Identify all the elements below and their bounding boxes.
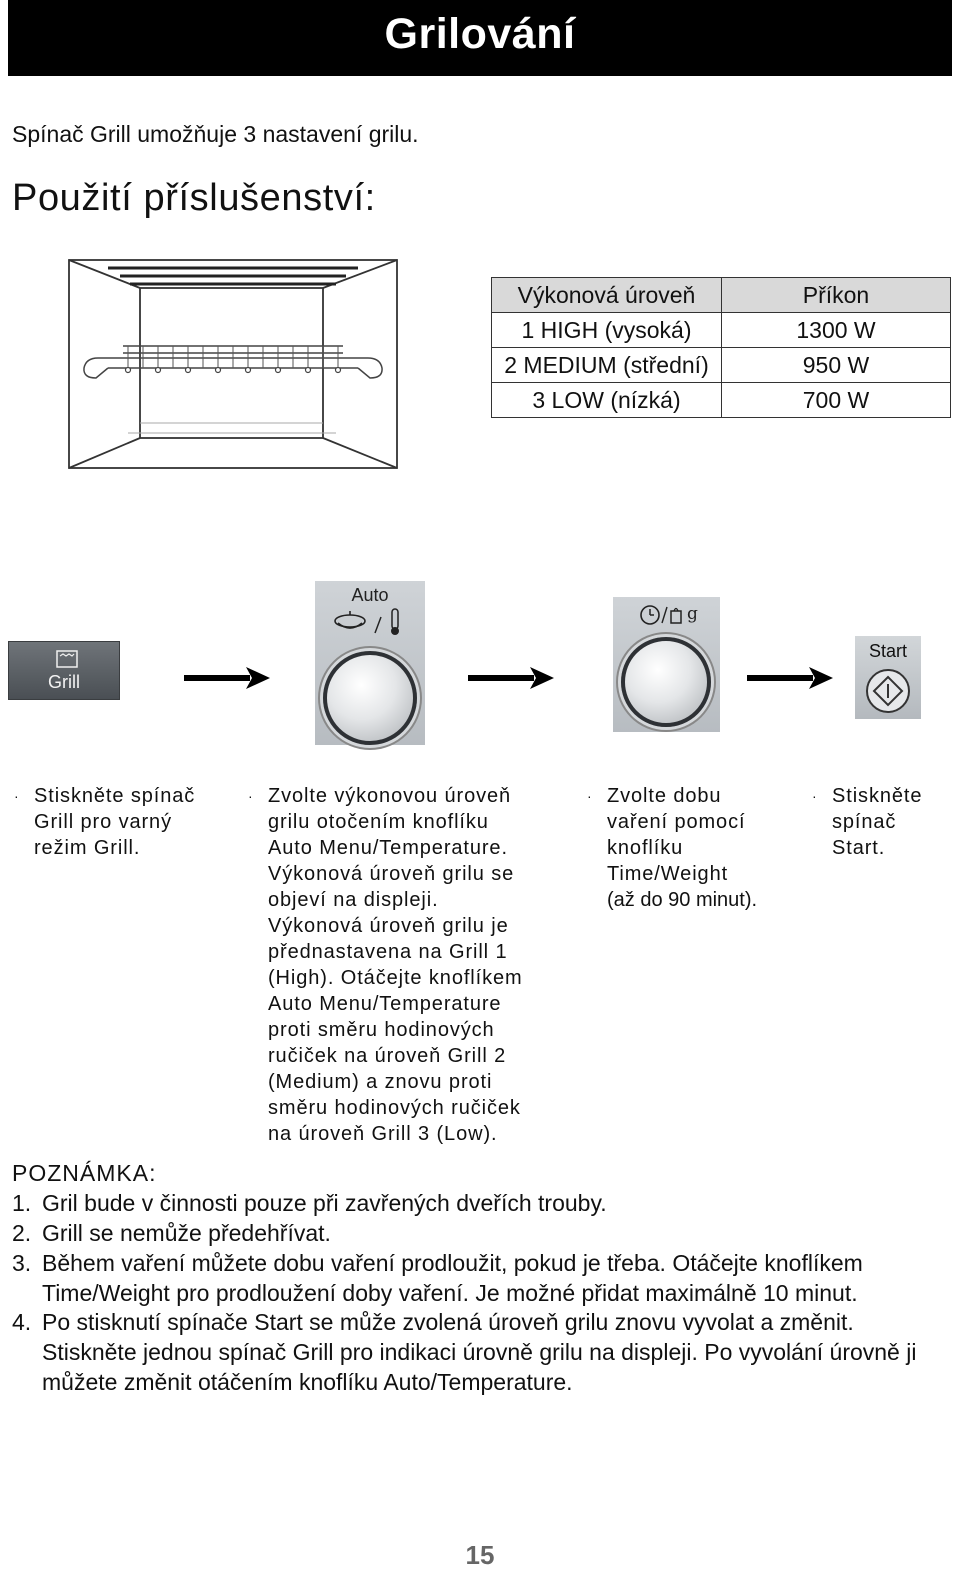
step-line: ručiček na úroveň Grill 2 <box>268 1045 507 1067</box>
step-line: Grill pro varný <box>34 811 172 833</box>
bullet: · <box>812 788 818 804</box>
auto-label: Auto <box>351 585 389 605</box>
step-line: (až do 90 minut). <box>607 889 758 911</box>
table-cell: 3 LOW (nízká) <box>492 383 722 418</box>
bullet: · <box>248 788 254 804</box>
weight-unit-label: g <box>687 604 698 624</box>
step-line: Stiskněte <box>832 785 923 807</box>
section-title: Použití příslušenství: <box>12 177 376 219</box>
step-line: knoflíku <box>607 837 684 859</box>
step-line: (Medium) a znovu proti <box>268 1071 493 1093</box>
note-heading: POZNÁMKA: <box>12 1160 157 1186</box>
note-text: Gril bude v činnosti pouze při zavřených dveřích trouby. <box>42 1190 607 1216</box>
step-line: Stiskněte spínač <box>34 785 196 807</box>
bullet: · <box>14 788 20 804</box>
step-line: spínač <box>832 811 897 833</box>
start-button[interactable] <box>855 636 921 719</box>
step-line: Start. <box>832 837 886 859</box>
oven-icon <box>56 650 78 668</box>
table-row <box>492 348 951 383</box>
step-line: (High). Otáčejte knoflíkem <box>268 967 523 989</box>
note-number: 2. <box>12 1220 32 1246</box>
step-line: Zvolte výkonovou úroveň <box>268 785 512 807</box>
arrow-right-icon <box>747 666 835 690</box>
step-2-text <box>248 783 568 1147</box>
header-bar <box>8 0 952 76</box>
step-line: přednastavena na Grill 1 <box>268 941 508 963</box>
arrow-right-icon <box>468 666 556 690</box>
table-header-cell: Příkon <box>722 278 951 313</box>
step-line: Auto Menu/Temperature <box>268 993 502 1015</box>
start-icon <box>865 668 911 714</box>
auto-temperature-panel <box>315 581 425 745</box>
step-1-text <box>14 783 234 861</box>
dish-thermometer-icon <box>333 607 409 637</box>
time-weight-panel <box>613 597 720 732</box>
note-text: Během vaření můžete dobu vaření prodloužit, pokud je třeba. Otáčejte knoflíkem Time/Weight pro prodloužení doby vaření. Je možné přidat maximálně 10 minut. <box>42 1250 863 1306</box>
step-line: proti směru hodinových <box>268 1019 495 1041</box>
grill-button[interactable] <box>8 641 120 700</box>
table-row <box>492 313 951 348</box>
step-line: objeví na displeji. <box>268 889 439 911</box>
table-cell: 1300 W <box>722 313 951 348</box>
step-line: Výkonová úroveň grilu se <box>268 863 515 885</box>
step-line: Auto Menu/Temperature. <box>268 837 508 859</box>
note-number: 1. <box>12 1190 32 1216</box>
step-line: na úroveň Grill 3 (Low). <box>268 1123 498 1145</box>
step-3-text <box>587 783 807 913</box>
table-cell: 950 W <box>722 348 951 383</box>
power-level-table <box>491 277 951 418</box>
table-row <box>492 383 951 418</box>
oven-grill-rack-illustration <box>68 258 403 473</box>
arrow-right-icon <box>184 666 272 690</box>
note-number: 4. <box>12 1309 32 1335</box>
table-cell: 1 HIGH (vysoká) <box>492 313 722 348</box>
intro-text: Spínač Grill umožňuje 3 nastavení grilu. <box>12 121 419 147</box>
step-4-text <box>812 783 952 861</box>
step-line: Výkonová úroveň grilu je <box>268 915 509 937</box>
start-button-label: Start <box>868 641 907 661</box>
step-line: Time/Weight <box>607 863 729 885</box>
step-line: vaření pomocí <box>607 811 746 833</box>
step-line: režim Grill. <box>34 837 141 859</box>
note-text: Po stisknutí spínače Start se může zvolená úroveň grilu znovu vyvolat a změnit. Stiskněte jednou spínač Grill pro indikaci úrovně grilu na displeji. Po vyvolání úrovně ji můžete změnit otáčením knoflíku Auto/Temperature. <box>42 1309 917 1395</box>
step-line: Zvolte dobu <box>607 785 722 807</box>
time-weight-knob[interactable] <box>621 637 711 727</box>
step-line: grilu otočením knoflíku <box>268 811 489 833</box>
table-cell: 700 W <box>722 383 951 418</box>
grill-button-label: Grill <box>48 672 80 692</box>
note-number: 3. <box>12 1250 32 1276</box>
table-header-row <box>492 278 951 313</box>
table-header-cell: Výkonová úroveň <box>492 278 722 313</box>
page-number: 15 <box>465 1540 495 1570</box>
step-line: směru hodinových ručiček <box>268 1097 521 1119</box>
auto-temperature-knob[interactable] <box>323 651 417 745</box>
table-cell: 2 MEDIUM (střední) <box>492 348 722 383</box>
note-text: Grill se nemůže předehřívat. <box>42 1220 331 1246</box>
bullet: · <box>587 788 593 804</box>
page-title: Grilování <box>384 10 576 58</box>
